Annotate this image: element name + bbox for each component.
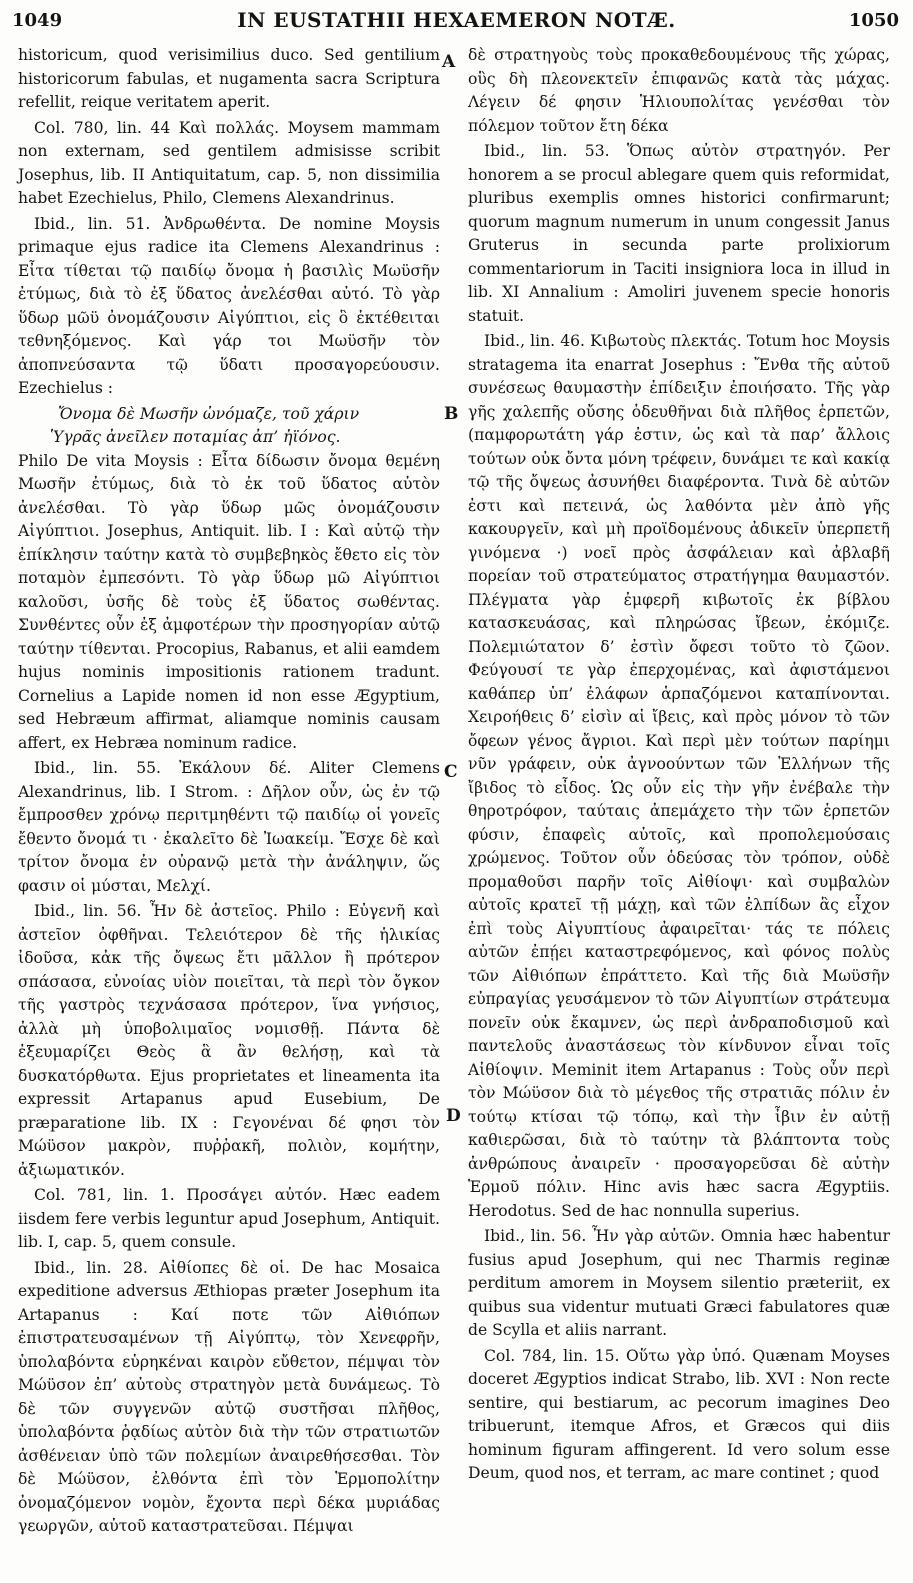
left-paragraph: Philo De vita Moysis : Εἶτα δίδωσιν ὄνομα θεμένη Μωσῆν ἐτύμως, διὰ τὸ ἐκ τοῦ ὕδατος αὐτὸν ἀνελέσθαι. Τὸ γὰρ ὕδωρ μῶς ὀνομάζουσιν Αἰγύπτιοι. Josephus, Antiquit. lib. I : Καὶ αὐτῷ τὴν ἐπίκλησιν ταύτην κατὰ τὸ συμβεβηκὸς ἔθετο εἰς τὸν ποταμὸν ἐμπεσόντι. Τὸ γὰρ ὕδωρ μῶ Αἰγύπτιοι καλοῦσι, ὑσῆς δὲ τοὺς ἐξ ὕδατος σωθέντας. Συνθέντες οὖν ἐξ ἀμφοτέρων τὴν προσηγορίαν αὐτῷ ταύτην τίθενται. Procopius, Rabanus, et alii eamdem hujus nominis impositionis rationem tradunt. Cornelius a Lapide nomen id non esse Ægyptium, sed Hebræum affirmat, aliamque nominis causam affert, ex Hebræa nominum radice. — [18, 451, 440, 752]
running-title: IN EUSTATHII HEXAEMERON NOTÆ. — [237, 8, 676, 32]
margin-letter-b: B — [444, 404, 459, 424]
verse-line: Ὄνομα δὲ Μωσῆν ὠνόμαζε, τοῦ χάριν — [58, 404, 360, 423]
verse-line: Ὑγρᾶς ἀνεῖλεν ποταμίας ἀπ’ ἠϊόνος. — [50, 428, 341, 446]
page-header — [0, 4, 913, 38]
right-paragraph: Col. 784, lin. 15. Οὕτω γὰρ ὑπό. Quænam Moyses doceret Ægyptios indicat Strabo, lib. XVI : Non recte sentire, qui bestiarum, ac pecorum imagines Deo tribuerunt, itemque Afros, et Græcos qui diis hominum figuram affingerent. Id vero solum esse Deum, quod nos, et terram, ac mare continet ; quod — [468, 1346, 890, 1482]
left-paragraph: Ibid., lin. 56. Ἦν δὲ ἀστεῖος. Philo : Εὐγενῆ καὶ ἀστεῖον ὀφθῆναι. Τελειότερον δὲ τῆς ἡλικίας ἰδοῦσα, κἀκ τῆς ὄψεως ἔτι μᾶλλον ἢ πρότερον σπάσασα, εὐνοίας υἱὸν ποιεῖται, τὰ περὶ τὸν ὄγκον τῆς γαστρὸς τεχνάσασα πρότερον, ἵνα γνήσιος, ἀλλὰ μὴ ὑποβολιμαῖος νομισθῇ. Πάντα δὲ ἐξευμαρίζει Θεὸς ἃ ἂν θελήσῃ, καὶ τὰ δυσκατόρθωτα. Ejus proprietates et lineamenta ita expressit Artapanus apud Eusebium, De præparatione lib. IX : Γεγονέναι δέ φησι τὸν Μώϋσον μακρὸν, πυῤῥακῆ, πολιὸν, κομήτην, ἀξιωματικόν. — [18, 902, 440, 1179]
left-paragraph: historicum, quod verisimilius duco. Sed gentilium historicorum fabulas, et nugamenta sacra Scriptura refellit, reique veritatem aperit. — [18, 46, 440, 111]
right-column — [468, 44, 890, 1488]
left-paragraph: Ibid., lin. 51. Ἀνδρωθέντα. De nomine Moysis primaque ejus radice ita Clemens Alexandrinus : Εἶτα τίθεται τῷ παιδίῳ ὄνομα ἡ βασιλὶς Μωϋσῆν ἐτύμως, διὰ τὸ ἐξ ὕδατος ἀνελέσθαι αὐτό. Τὸ γὰρ ὕδωρ μῶϋ ὀνομάζουσιν Αἰγύπτιοι, εἰς ὃ ἐκτέθειται τεθνηξόμενος. Καὶ γάρ τοι Μωϋσῆν τὸν ἀποπνεύσαντα τῷ ὕδατι προσαγορεύουσιν. Ezechielus : — [18, 214, 440, 397]
left-paragraph: Ibid., lin. 55. Ἐκάλουν δέ. Aliter Clemens Alexandrinus, lib. I Strom. : Δῆλον οὖν, ὡς ἐν τῷ ἔμπροσθεν χρόνῳ περιτμηθέντι τῷ παιδίῳ οἱ γονεῖς ἔθεντο ὄνομά τι · ἐκαλεῖτο δὲ Ἰωακείμ. Ἔσχε δὲ καὶ τρίτον ὄνομα ἐν οὐρανῷ μετὰ τὴν ἀνάληψιν, ὥς φασιν οἱ μύσται, Μελχί. — [18, 759, 440, 895]
margin-letter-a: A — [442, 52, 456, 72]
left-column — [18, 44, 440, 1541]
margin-letter-d: D — [446, 1106, 461, 1126]
right-paragraph: δὲ στρατηγοὺς τοὺς προκαθεδουμένους τῆς χώρας, οὓς δὴ πλεονεκτεῖν ἐπιφανῶς κατὰ τὰς μάχας. Λέγειν δέ φησιν Ἡλιουπολίτας γενέσθαι τὸν πόλεμον τοῦτον ἔτη δέκα — [468, 46, 890, 135]
right-paragraph: Ibid., lin. 56. Ἦν γὰρ αὐτῶν. Omnia hæc habentur fusius apud Josephum, qui nec Tharmis reginæ perditum amorem in Moysem silentio præteriit, ex quibus sua videntur mutuati Græci fabulatores quæ de Scylla et aliis narrant. — [468, 1227, 890, 1339]
page-number-right: 1050 — [848, 10, 899, 31]
left-paragraph: Col. 780, lin. 44 Καὶ πολλάς. Moysem mammam non externam, sed gentilem admisisse scribit Josephus, lib. II Antiquitatum, cap. 5, non dissimilia habet Ezechielus, Philo, Clemens Alexandrinus. — [18, 118, 440, 207]
right-paragraph: Ibid., lin. 53. Ὅπως αὐτὸν στρατηγόν. Per honorem a se procul ablegare quem quis reformidat, pluribus exemplis omnes historici confirmarunt; quorum magnum numerum in unum congessit Janus Gruterus in secunda parte prolixiorum commentariorum in Taciti insigniora loca in illud in lib. XI Annalium : Amoliri juvenem specie honoris statuit. — [468, 142, 890, 325]
left-paragraph: Ibid., lin. 28. Αἰθίοπες δὲ οἱ. De hac Mosaica expeditione adversus Æthiopas præter Josephum ita Artapanus : Καί ποτε τῶν Αἰθιόπων ἐπιστρατευσαμένων τῇ Αἰγύπτῳ, τὸν Χενεφρῆν, ὑπολαβόντα εὑρηκέναι καιρὸν εὔθετον, πέμψαι τὸν Μώϋσον ἐπ’ αὐτοὺς στρατηγὸν μετὰ δυνάμεως. Τὸ δὲ τῶν συγγενῶν αὐτῷ συστῆσαι πλῆθος, ὑπολαβόντα ῥᾳδίως αὐτὸν διὰ τὴν τῶν στρατιωτῶν ἀσθένειαν ὑπὸ τῶν πολεμίων ἀναιρεθήσεσθαι. Τὸν δὲ Μώϋσον, ἐλθόντα ἐπὶ τὸν Ἑρμοπολίτην ὀνομαζόμενον νομὸν, ἔχοντα περὶ δέκα μυριάδας γεωργῶν, αὐτοῦ καταστρατεῦσαι. Πέμψαι — [18, 1258, 440, 1535]
margin-letter-c: C — [444, 762, 458, 782]
left-paragraph: Col. 781, lin. 1. Προσάγει αὐτόν. Hæc eadem iisdem fere verbis leguntur apud Josephum, Antiquit. lib. I, cap. 5, quem consule. — [18, 1186, 440, 1251]
right-paragraph: Ibid., lin. 46. Κιβωτοὺς πλεκτάς. Totum hoc Moysis stratagema ita enarrat Josephus : Ἔνθα τῆς αὐτοῦ συνέσεως θαυμαστὴν ἐπίδειξιν ἐποιήσατο. Τῆς γὰρ γῆς χαλεπῆς οὔσης ὁδευθῆναι διὰ πλῆθος ἑρπετῶν, (παμφορωτάτη γάρ ἐστιν, ὡς καὶ τὰ παρ’ ἄλλοις τούτων οὐκ ὄντα μόνη τρέφειν, δυνάμει τε καὶ κακίᾳ τῷ τῆς ὄψεως ἀσυνήθει διαφέροντα. Τινὰ δὲ αὐτῶν ἐστι καὶ πετεινά, ὡς λαθόντα μὲν ἀπὸ γῆς κακουργεῖν, καὶ μὴ προϊδομένους ἀδικεῖν ὑπερπετῆ γινόμενα ·) νοεῖ πρὸς ἀσφάλειαν καὶ ἀβλαβῆ πορείαν τοῦ στρατεύματος στρατήγημα θαυμαστόν. Πλέγματα γὰρ ἐμφερῆ κιβωτοῖς ἐκ βίβλου κατασκευάσας, καὶ πληρώσας ἴβεων, ἐκόμιζε. Πολεμιώτατον δ’ ἐστὶν ὄφεσι τοῦτο τὸ ζῶον. Φεύγουσί τε γὰρ ἐπερχομένας, καὶ ἀφιστάμενοι καθάπερ ὑπ’ ἐλάφων ἁρπαζόμενοι καταπίνονται. Χειροήθεις δ’ εἰσὶν αἱ ἴβεις, καὶ πρὸς μόνον τὸ τῶν ὄφεων γένος ἄγριοι. Καὶ περὶ μὲν τούτων παρίημι νῦν γράφειν, οὐκ ἀγνοούντων τῶν Ἑλλήνων τῆς ἴβιδος τὸ εἶδος. Ὡς οὖν εἰς τὴν γῆν ἐνέβαλε τὴν θηροτρόφον, ταύταις ἀπεμάχετο τὴν τῶν ἑρπετῶν φύσιν, ἐπαφεὶς αὐτοῖς, καὶ προπολεμούσαις χρώμενος. Τοῦτον οὖν ὁδεύσας τὸν τρόπον, οὐδὲ προμαθοῦσι παρῆν τοῖς Αἰθίοψι· καὶ συμβαλὼν αὐτοῖς κρατεῖ τῇ μάχῃ, καὶ τῶν ἐλπίδων ἃς εἶχον ἐπὶ τοὺς Αἰγυπτίους ἀφαιρεῖται· τάς τε πόλεις αὐτῶν ἐπῄει καταστρεφόμενος, καὶ φόνος πολὺς τῶν Αἰθιόπων ἐπράττετο. Καὶ τῆς διὰ Μωϋσῆν εὐπραγίας γευσάμενον τὸ τῶν Αἰγυπτίων στράτευμα πονεῖν οὐκ ἔκαμνεν, ὡς περὶ ἀνδραποδισμοῦ καὶ παντελοῦς ἀναστάσεως τὸν κίνδυνον εἶναι τοῖς Αἰθίοψιν. Meminit item Artapanus : Τοὺς οὖν περὶ τὸν Μώϋσον διὰ τὸ μέγεθος τῆς στρατιᾶς πόλιν ἐν τούτῳ κτίσαι τῷ τόπῳ, καὶ τὴν ἶβιν ἐν αὐτῇ καθιερῶσαι, διὰ τὸ ταύτην τὰ βλάπτοντα τοὺς ἀνθρώπους ἀναιρεῖν · προσαγορεῦσαι δὲ αὐτὴν Ἑρμοῦ πόλιν. Hinc avis hæc sacra Ægyptiis. Herodotus. Sed de hac nonnulla superius. — [468, 332, 890, 1220]
page-number-left: 1049 — [12, 10, 63, 31]
